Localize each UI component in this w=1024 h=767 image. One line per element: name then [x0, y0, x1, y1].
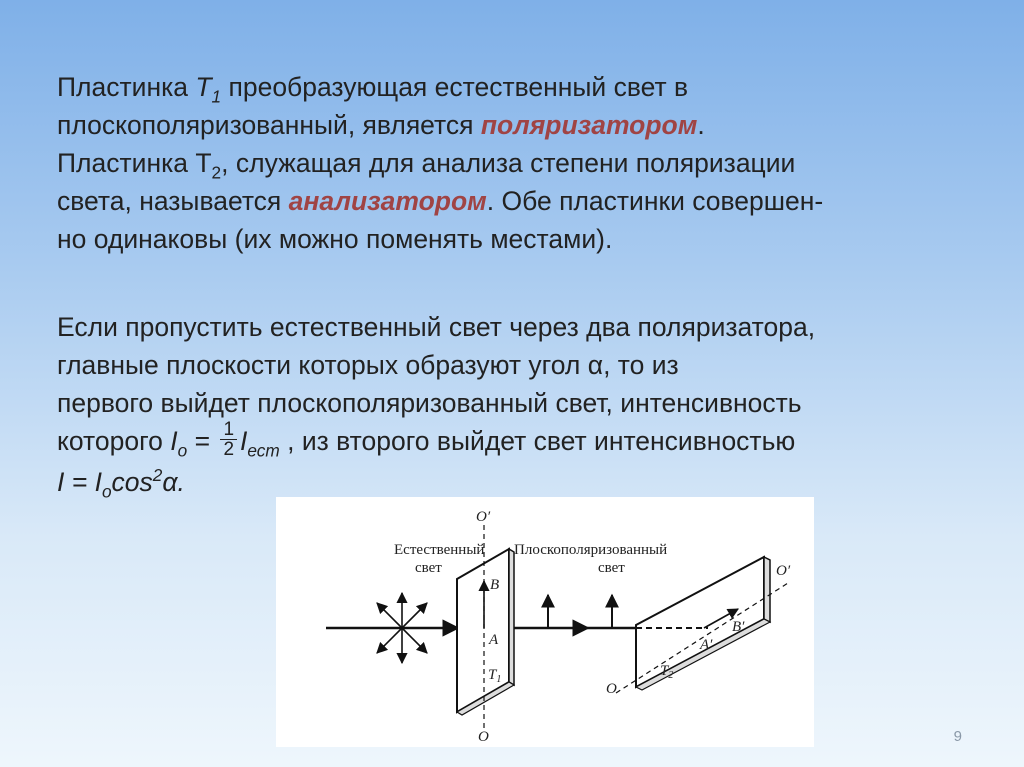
label-a-prime: A′	[700, 637, 713, 653]
text-run: . Обе пластинки совершен-	[486, 186, 824, 216]
polarizer-analyzer-diagram	[276, 497, 814, 747]
term-analyzer: анализатором	[288, 186, 487, 216]
text-run: преобразующая естественный свет в	[221, 72, 689, 102]
text-run: , из второго выйдет свет интенсивностью	[279, 426, 796, 456]
polarizer-plate-t1	[457, 549, 514, 715]
paragraph-malus-law	[57, 308, 987, 501]
label-t2: $T_2$	[660, 663, 674, 681]
text-run: первого выйдет плоскополяризованный свет, интенсивность	[57, 388, 802, 418]
label-a: A	[489, 632, 499, 648]
label-b: B	[490, 577, 500, 593]
text-run: =	[187, 426, 218, 456]
text-run: света, называется	[57, 186, 289, 216]
formula-i0: $I_o$	[170, 426, 188, 461]
label-o-bottom: O	[478, 729, 489, 745]
natural-light-star-icon	[372, 593, 432, 663]
term-polarizer: поляризатором	[480, 110, 698, 140]
label-polarized-light-2: свет	[598, 560, 625, 576]
label-polarized-light: Плоскополяризованный	[514, 542, 668, 558]
paragraph-polarizer-analyzer	[57, 68, 987, 258]
text-run: Пластинка	[57, 72, 196, 102]
label-b-prime: B′	[732, 619, 745, 635]
t2-subscript: 2	[211, 162, 222, 183]
label-o-prime-right: O′	[776, 563, 791, 579]
analyzer-plate-t2	[636, 557, 770, 690]
text-run: Если пропустить естественный свет через два поляризатора,	[57, 312, 816, 342]
text-run: которого	[57, 426, 171, 456]
formula-malus: $I = I_o\cos^2\alpha$.	[57, 464, 185, 501]
label-t1: $T_1$	[488, 667, 502, 685]
label-o-prime-top: O′	[476, 509, 491, 525]
text-run: Пластинка Т	[57, 148, 212, 178]
text-run: но одинаковы (их можно поменять местами).	[57, 224, 613, 254]
t1-symbol: $T_1$	[195, 72, 222, 107]
text-run: .	[697, 110, 705, 140]
label-natural-light-2: свет	[415, 560, 442, 576]
formula-iest: $I_{ест}$	[240, 426, 280, 461]
text-run: , служащая для анализа степени поляризации	[221, 148, 796, 178]
fraction-one-half: $\frac{1}{2}$	[220, 420, 237, 459]
label-o-left: O	[606, 681, 617, 697]
slide-number: 9	[953, 728, 962, 745]
text-run: плоскополяризованный, является	[57, 110, 481, 140]
text-run: главные плоскости которых образуют угол α, то из	[57, 350, 679, 380]
label-natural-light: Естественный	[394, 542, 485, 558]
diagram-svg	[276, 497, 814, 747]
